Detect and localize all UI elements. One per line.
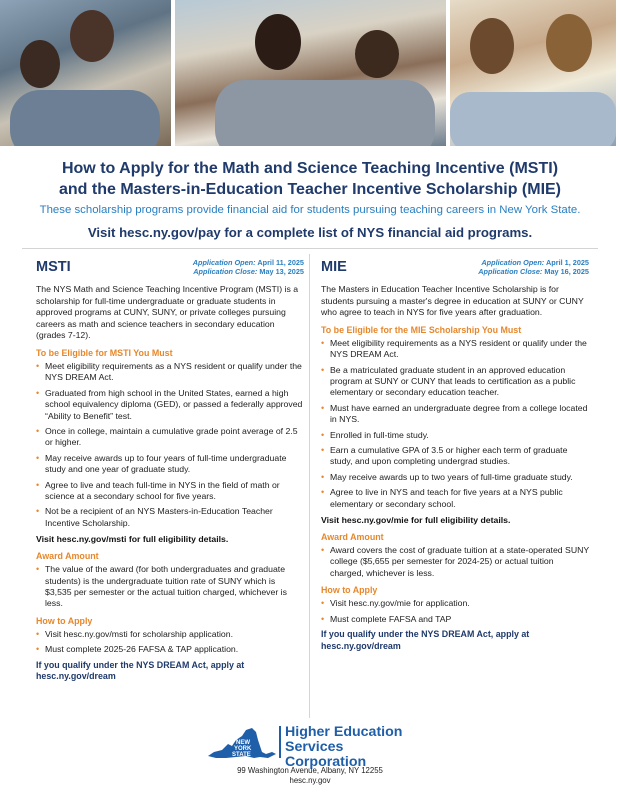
- photo-students-classroom: [450, 0, 616, 146]
- msti-details-link[interactable]: Visit hesc.ny.gov/msti for full eligibility details.: [36, 534, 229, 545]
- mie-eligible-heading: To be Eligible for the MIE Scholarship You Must: [321, 324, 522, 335]
- list-item: • Agree to live and teach full-time in NYS in the field of math or science at a secondary school for five years.: [36, 480, 304, 503]
- list-item: • May receive awards up to two years of full-time graduate study.: [321, 472, 589, 483]
- logo-state-line-3: STATE: [232, 752, 251, 758]
- page-title: [0, 158, 620, 200]
- mie-dream-link[interactable]: If you qualify under the NYS DREAM Act, apply at hesc.ny.gov/dream: [321, 629, 530, 651]
- list-item: • Earn a cumulative GPA of 3.5 or higher each term of graduate study, and upon completing undergrad studies.: [321, 445, 589, 468]
- list-item[interactable]: • Visit hesc.ny.gov/msti for scholarship application.: [36, 629, 304, 640]
- mie-column: [321, 254, 589, 653]
- photo-teacher-helping-student: [175, 0, 446, 146]
- mie-close-label: Application Close:: [478, 266, 543, 276]
- mie-award-heading: Award Amount: [321, 532, 384, 543]
- msti-award-list: [36, 564, 304, 610]
- mie-close-date: May 16, 2025: [544, 266, 589, 276]
- msti-intro: The NYS Math and Science Teaching Incentive Program (MSTI) is a scholarship for full-time undergraduate or graduate students in approved programs at CUNY, SUNY, or private colleges pursuing careers as math and science teachers in secondary education (grades 7-12).: [36, 284, 299, 341]
- footer-address: [0, 766, 620, 786]
- mie-eligible-list: [321, 338, 589, 510]
- new-york-state-icon: [206, 726, 278, 760]
- msti-open-date: April 11, 2025: [257, 258, 304, 267]
- mie-open-label: Application Open:: [481, 258, 545, 267]
- logo-state-line-2: YORK: [234, 746, 252, 752]
- hesc-logo: [206, 722, 426, 770]
- list-item: • Meet eligibility requirements as a NYS resident or qualify under the NYS DREAM Act.: [321, 338, 589, 361]
- mie-details-link[interactable]: Visit hesc.ny.gov/mie for full eligibility details.: [321, 515, 511, 526]
- msti-dream-link[interactable]: If you qualify under the NYS DREAM Act, apply at hesc.ny.gov/dream: [36, 659, 245, 682]
- photo-students-microscope: [0, 0, 171, 146]
- mie-title: MIE: [321, 259, 347, 275]
- address-line: 99 Washington Avenue, Albany, NY 12255: [237, 766, 383, 775]
- list-item[interactable]: • Visit hesc.ny.gov/mie for application.: [321, 598, 589, 609]
- list-item: • Must complete 2025-26 FAFSA & TAP application.: [36, 644, 304, 655]
- page-header: [0, 158, 620, 240]
- msti-open-label: Application Open:: [192, 258, 256, 267]
- title-line-1: How to Apply for the Math and Science Teaching Incentive (MSTI): [61, 160, 559, 177]
- visit-pay-link[interactable]: Visit hesc.ny.gov/pay for a complete list of NYS financial aid programs.: [87, 225, 533, 240]
- list-item: • May receive awards up to four years of full-time undergraduate study and one year of graduate study.: [36, 453, 304, 476]
- list-item: • Must complete FAFSA and TAP: [321, 614, 589, 625]
- list-item: • Enrolled in full-time study.: [321, 430, 589, 441]
- org-name: [285, 725, 426, 770]
- msti-eligible-list: [36, 361, 304, 529]
- msti-eligible-heading: To be Eligible for MSTI You Must: [36, 347, 173, 358]
- msti-dates: [193, 259, 304, 276]
- photo-banner: [0, 0, 620, 146]
- page-subtitle: These scholarship programs provide financial aid for students pursuing teaching careers in New York State.: [39, 204, 581, 216]
- msti-apply-heading: How to Apply: [36, 615, 93, 626]
- list-item: • Once in college, maintain a cumulative grade point average of 2.5 or higher.: [36, 426, 304, 449]
- mie-apply-list: [321, 598, 589, 625]
- mie-intro: The Masters in Education Teacher Incentive Scholarship is for students pursuing a master's degree in education at SUNY or CUNY who agree to teach in NYS for five years after graduation.: [321, 284, 584, 318]
- mie-dates: [478, 259, 589, 276]
- org-line-1: Higher Education: [285, 724, 403, 740]
- list-item: • The value of the award (for both undergraduates and graduate students) is the undergraduate tuition rate of SUNY which is $3,535 per semester or the actual tuition charged, whichever is less.: [36, 564, 304, 610]
- msti-apply-list: [36, 629, 304, 656]
- logo-separator: [279, 726, 281, 758]
- list-item: • Graduated from high school in the United States, earned a high school equivalency diploma (GED), or passed a federally approved “Ability to Benefit” test.: [36, 388, 304, 422]
- column-divider: [309, 254, 310, 718]
- msti-title: MSTI: [36, 259, 71, 275]
- website-link[interactable]: hesc.ny.gov: [289, 776, 331, 785]
- msti-award-heading: Award Amount: [36, 551, 99, 562]
- mie-header: [321, 254, 589, 282]
- list-item: • Be a matriculated graduate student in an approved education program at SUNY or CUNY that leads to certification as a public elementary or secondary education teacher.: [321, 365, 589, 399]
- org-line-2: Services Corporation: [285, 739, 367, 770]
- msti-header: [36, 254, 304, 282]
- mie-apply-heading: How to Apply: [321, 585, 378, 596]
- list-item: • Must have earned an undergraduate degree from a college located in NYS.: [321, 403, 589, 426]
- mie-open-date: April 1, 2025: [546, 258, 589, 267]
- msti-close-label: Application Close:: [193, 266, 258, 276]
- list-item: • Agree to live in NYS and teach for five years at a NYS public elementary or secondary school.: [321, 487, 589, 510]
- msti-close-date: May 13, 2025: [259, 266, 304, 276]
- title-line-2: and the Masters-in-Education Teacher Incentive Scholarship (MIE): [58, 181, 562, 198]
- section-divider: [22, 248, 598, 249]
- list-item: • Award covers the cost of graduate tuition at a state-operated SUNY college ($5,655 per semester for 2024-25) or actual tuition charged, whichever is less.: [321, 545, 589, 579]
- list-item: • Not be a recipient of an NYS Masters-in-Education Teacher Incentive Scholarship.: [36, 506, 304, 529]
- logo-state-line-1: NEW: [236, 740, 250, 746]
- list-item: • Meet eligibility requirements as a NYS resident or qualify under the NYS DREAM Act.: [36, 361, 304, 384]
- mie-award-list: [321, 545, 589, 579]
- msti-column: [36, 254, 304, 683]
